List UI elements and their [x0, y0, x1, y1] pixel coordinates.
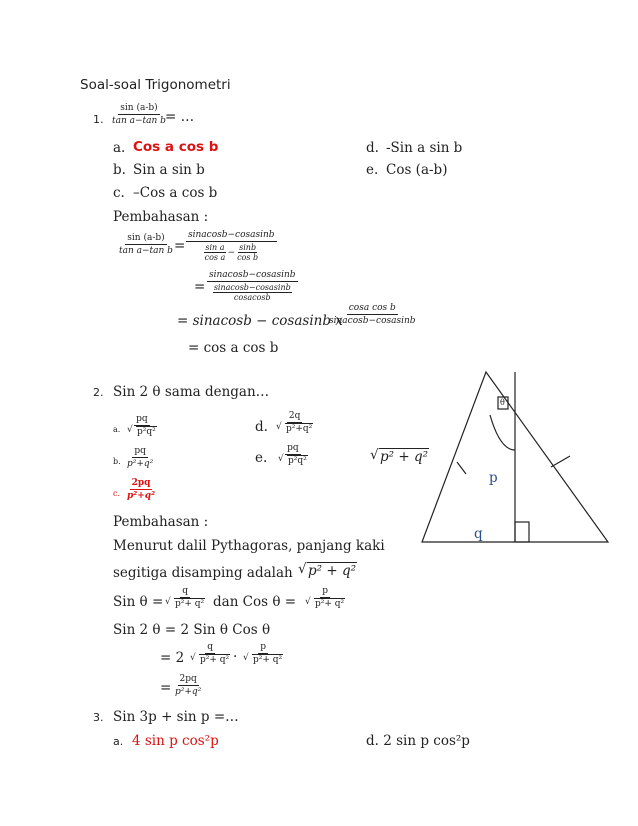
- q1-step1-den-a-den: cos a: [204, 253, 226, 262]
- q1-opt-e-text: Cos (a-b): [386, 162, 448, 178]
- q2-sub-b-den: p²+ q²: [253, 655, 283, 665]
- q1-opt-d-label: d.: [366, 140, 379, 156]
- q2-opt-c-den: p²+q²: [127, 491, 156, 501]
- q2-sub-b-num: p: [260, 642, 266, 652]
- q2-opt-a-den: p²q²: [137, 427, 156, 437]
- q3-number: 3.: [93, 711, 104, 724]
- q1-step1-den-minus: −: [227, 247, 236, 258]
- q1-opt-a-text: Cos a cos b: [133, 139, 219, 155]
- q1-step4: = cos a cos b: [188, 340, 279, 356]
- q1-step1-lhs-den: tan a−tan b: [119, 246, 173, 256]
- q2-number: 2.: [93, 386, 104, 399]
- q1-step2-num: sinacosb−cosasinb: [209, 270, 296, 280]
- q2-dan: dan Cos θ =: [213, 594, 297, 610]
- q1-number: 1.: [93, 113, 104, 126]
- q2-opt-d-label: d.: [255, 419, 268, 435]
- q2-opt-e-den: p²q²: [288, 456, 307, 466]
- q1-opt-c-text: –Cos a cos b: [133, 185, 218, 201]
- q2-opt-d-den: p²+q²: [286, 424, 313, 434]
- right-angle-marker: [515, 522, 529, 542]
- q1-step1-den-b-den: cos b: [237, 253, 259, 262]
- q1-step3-text: = sinacosb − cosasinb x: [177, 313, 343, 329]
- diagram-label-q: q: [474, 526, 483, 542]
- q1-fraction-den: tan a−tan b: [112, 116, 166, 126]
- q1-step3-num: cosa cos b: [348, 303, 396, 313]
- q3-opt-a-text: 4 sin p cos²p: [132, 733, 219, 749]
- diagram-label-p: p: [489, 470, 498, 486]
- q2-pembahasan: Pembahasan :: [113, 514, 209, 530]
- q2-identity: Sin 2 θ = 2 Sin θ Cos θ: [113, 622, 271, 638]
- q2-opt-b-num: pq: [134, 446, 146, 456]
- q2-question: Sin 2 θ sama dengan…: [113, 384, 270, 400]
- tick-mark-right: [551, 456, 570, 467]
- q2-sin-num: q: [182, 586, 188, 596]
- q2-sub-eq: = 2: [160, 650, 185, 666]
- q2-opt-c-label: c.: [113, 489, 121, 498]
- page-title: Soal-soal Trigonometri: [80, 77, 231, 93]
- q1-step1-den-a-num: sin a: [205, 243, 225, 252]
- q1-step1-rhs-num: sinacosb−cosasinb: [188, 230, 275, 240]
- q2-sub-a-den: p²+ q²: [200, 655, 230, 665]
- q1-opt-b-text: Sin a sin b: [133, 162, 205, 178]
- q2-opt-e-label: e.: [255, 450, 268, 466]
- angle-arc: [490, 415, 515, 450]
- q2-cos-den: p²+ q²: [315, 599, 345, 609]
- q2-sin-label: Sin θ =: [113, 594, 164, 610]
- q2-opt-e-num: pq: [287, 443, 299, 453]
- q2-line1: Menurut dalil Pythagoras, panjang kaki: [113, 538, 385, 554]
- q1-opt-e-label: e.: [366, 162, 379, 178]
- q1-step2-den-num: sinacosb−cosasinb: [213, 283, 291, 292]
- q1-opt-a-label: a.: [113, 140, 126, 156]
- q1-step2-den-den: cosacosb: [233, 293, 271, 302]
- q1-equals: = …: [165, 109, 195, 125]
- q2-sub-a-num: q: [207, 642, 213, 652]
- q3-question: Sin 3p + sin p =…: [113, 709, 239, 725]
- q2-sin-den: p²+ q²: [175, 599, 205, 609]
- q2-res-num: 2pq: [179, 674, 197, 684]
- q1-step2-eq: =: [194, 279, 206, 295]
- q2-cos-num: p: [322, 586, 328, 596]
- q1-opt-c-label: c.: [113, 185, 125, 201]
- q1-step1-lhs-num: sin (a-b): [127, 233, 165, 243]
- q2-opt-c-num: 2pq: [131, 478, 151, 488]
- q2-opt-b-label: b.: [113, 457, 121, 466]
- q2-sub-dot: ·: [233, 649, 238, 665]
- q1-opt-b-label: b.: [113, 162, 126, 178]
- q3-opt-a-label: a.: [113, 735, 124, 748]
- q2-res-eq: =: [160, 680, 172, 696]
- q1-opt-d-text: -Sin a sin b: [386, 140, 463, 156]
- q2-opt-a-num: pq: [136, 414, 148, 424]
- diagram-theta: θ: [500, 398, 505, 407]
- q1-step1-den-b-num: sinb: [239, 243, 257, 252]
- q1-step1-eq: =: [174, 238, 186, 254]
- q3-opt-d-text: d. 2 sin p cos²p: [366, 733, 470, 749]
- q2-opt-d-num: 2q: [288, 411, 301, 421]
- q2-opt-a-label: a.: [113, 425, 121, 434]
- q1-fraction-num: sin (a-b): [120, 103, 158, 113]
- q2-res-den: p²+q²: [175, 687, 202, 697]
- q2-line2: segitiga disamping adalah: [113, 565, 293, 581]
- tick-mark-left: [457, 462, 466, 474]
- q2-side-sqrt-rad: p² + q²: [380, 449, 429, 465]
- q2-line2-sqrt-rad: p² + q²: [308, 563, 357, 579]
- q1-step3-den: sinacosb−cosasinb: [329, 316, 416, 326]
- q2-opt-b-den: p²+q²: [127, 459, 154, 469]
- q1-pembahasan: Pembahasan :: [113, 209, 209, 225]
